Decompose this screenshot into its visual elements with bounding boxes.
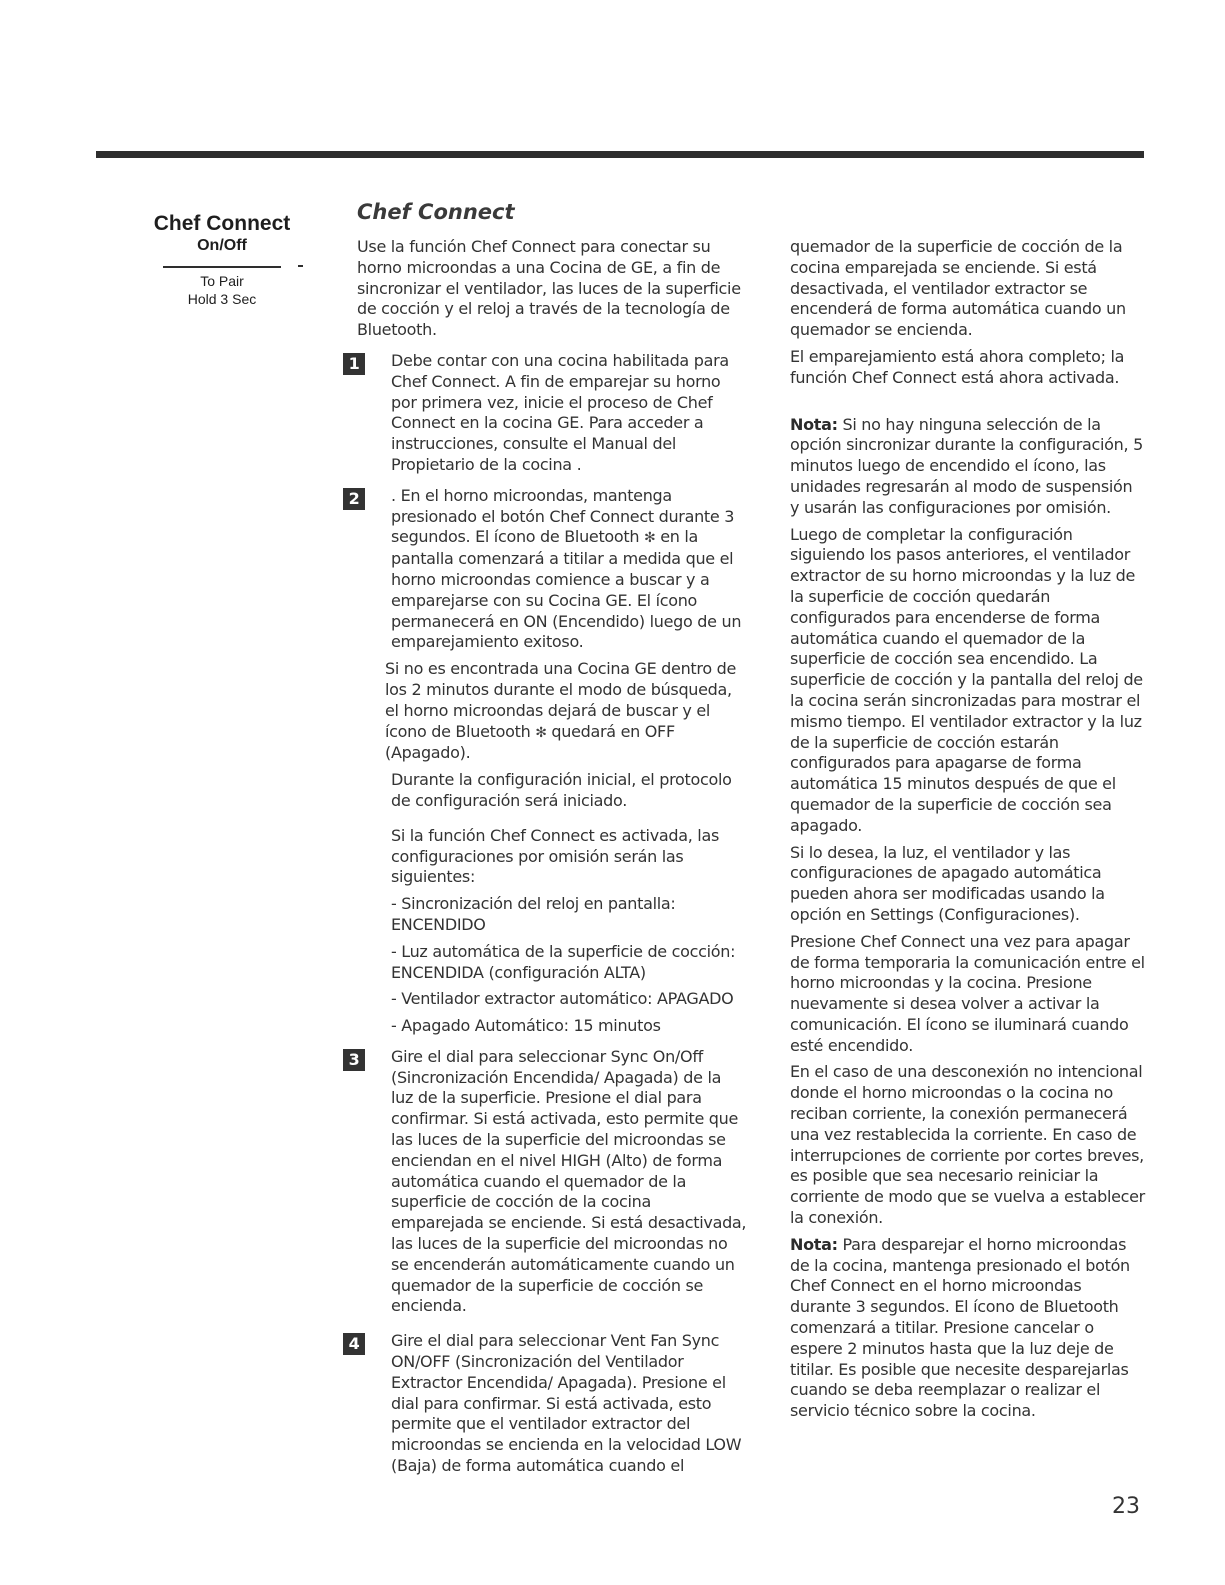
note-label: Nota: [790, 1234, 838, 1254]
step-number-1: 1 [343, 353, 365, 375]
default-fan: - Ventilador extractor automático: APAGADO [391, 989, 734, 1009]
left-column [348, 237, 747, 1483]
sidebar-hold: Hold 3 Sec [187, 291, 257, 307]
section-title: Chef Connect [357, 200, 515, 224]
config-paragraph: Durante la configuración inicial, el protocolo de configuración será iniciado. [391, 770, 732, 810]
after-setup-paragraph: Luego de completar la configuración siguiendo los pasos anteriores, el ventilador extractor de su horno microondas y la luz de la superficie de cocción quedarán configurados para encenderse de forma automática cuando el quemador de la superficie de cocción sea encendido. La superficie de cocción y la pantalla del reloj de la cocina serán sincronizadas para mostrar el mismo tiempo. El ventilador extractor y la luz de la superficie de cocción estarán configurados para apagarse de forma automática 15 minutos después de que el quemador de la superficie de cocción sea apagado. [790, 524, 1143, 835]
press-paragraph: Presione Chef Connect una vez para apagar de forma temporaria la comunicación entre el horno microondas y la cocina. Presione nuevamente si desea volver a activar la comunicación. El ícono se iluminará cuando esté encendido. [790, 931, 1145, 1055]
sidebar-pair: To Pair [200, 273, 244, 289]
step-3-text: Gire el dial para seleccionar Sync On/Off (Sincronización Encendida/ Apagada) de la luz de la superficie. Presione el dial para confirmar. Si está activada, esto permite que las luces de la superficie del microondas se enciendan en el nivel HIGH (Alto) de forma automática cuando el quemador de la superficie de cocción de la cocina emparejada se enciende. Si está desactivada, las luces de la superficie del microondas no se encenderán automáticamente cuando un quemador de la superficie de cocción se encienda. [391, 1046, 747, 1316]
step-2-text-a: . En el horno microondas, mantenga presionado el botón Chef Connect durante 3 segundos. El ícono de Bluetooth [391, 485, 735, 547]
step-number-3: 3 [343, 1049, 365, 1071]
sidebar-divider [163, 266, 281, 268]
right-column [790, 237, 1145, 1428]
step-2-text-b: en la pantalla comenzará a titilar a medida que el horno microondas comience a buscar y a emparejarse con su Cocina GE. El ícono permanecerá en ON (Encendido) luego de un emparejamiento exitoso. [391, 527, 742, 652]
note-2: Nota: Para desparejar el horno microondas de la cocina, mantenga presionado el botón Chef Connect en el horno microondas durante 3 segundos. El ícono de Bluetooth comenzará a titilar. Presione cancelar o espere 2 minutos hasta que la luz deje de titilar. Es posible que necesite desparejarlas cuando se deba reemplazar o realizar el servicio técnico sobre la cocina. [790, 1234, 1130, 1421]
step-4-text: Gire el dial para seleccionar Vent Fan Sync ON/OFF (Sincronización del Ventilador Extractor Encendida/ Apagada). Presione el dial para confirmar. Si está activada, esto permite que el ventilador extractor del microondas se encienda en la velocidad LOW (Baja) de forma automática cuando el [391, 1331, 742, 1476]
note-1: Nota: Si no hay ninguna selección de la opción sincronizar durante la configuración, 5 minutos luego de encendido el ícono, las unidades regresarán al modo de suspensión y usarán las configuraciones por omisión. [790, 414, 1143, 517]
bluetooth-icon: ✻ [535, 724, 547, 741]
chef-connect-button-diagram [148, 212, 296, 308]
sidebar-onoff: On/Off [197, 237, 247, 254]
step-3 [348, 1046, 747, 1317]
step-1-text: Debe contar con una cocina habilitada para Chef Connect. A fin de emparejar su horno por primera vez, inicie el proceso de Chef Connect en la cocina GE. Para acceder a instrucciones, consulte el Manual del Propietario de la cocina . [391, 350, 729, 474]
continuation-paragraph: quemador de la superficie de cocción de la cocina emparejada se enciende. Si está desactivada, el ventilador extractor se encenderá de forma automática cuando un quemador se encienda. [790, 237, 1126, 340]
complete-paragraph: El emparejamiento está ahora completo; la función Chef Connect está ahora activada. [790, 346, 1125, 387]
step-1 [348, 350, 747, 476]
sidebar-tick [298, 265, 303, 267]
intro-paragraph: Use la función Chef Connect para conectar su horno microondas a una Cocina de GE, a fin de sincronizar el ventilador, las luces de la superficie de cocción y el reloj a través de la tecnología de Bluetooth. [357, 237, 741, 340]
default-clock: - Sincronización del reloj en pantalla: ENCENDIDO [391, 894, 676, 934]
not-found-paragraph: Si no es encontrada una Cocina GE dentro de los 2 minutos durante el modo de búsqueda, el horno microondas dejará de buscar y el ícono de Bluetooth ✻ quedará en OFF (Apagado). [385, 659, 736, 763]
step-number-2: 2 [343, 488, 365, 510]
disconnect-paragraph: En el caso de una desconexión no intencional donde el horno microondas o la cocina no reciban corriente, la conexión permanecerá una vez restablecida la corriente. En caso de interrupciones de corriente por cortes breves, es posible que sea necesario reiniciar la corriente de modo que se vuelva a establecer la conexión. [790, 1062, 1145, 1228]
defaults-paragraph: Si la función Chef Connect es activada, las configuraciones por omisión serán las siguientes: [391, 825, 719, 887]
step-2 [348, 485, 747, 653]
step-4 [348, 1331, 747, 1477]
bluetooth-icon: ✻ [644, 530, 656, 547]
page-number: 23 [1112, 1494, 1140, 1519]
note-label: Nota: [790, 414, 838, 434]
modify-paragraph: Si lo desea, la luz, el ventilador y las configuraciones de apagado automática pueden ahora ser modificadas usando la opción en Settings (Configuraciones). [790, 842, 1105, 924]
top-rule [96, 151, 1144, 158]
sidebar-title: Chef Connect [153, 212, 291, 235]
step-number-4: 4 [343, 1333, 365, 1355]
default-light: - Luz automática de la superficie de cocción: ENCENDIDA (configuración ALTA) [391, 941, 736, 982]
default-autooff: - Apagado Automático: 15 minutos [391, 1016, 661, 1036]
